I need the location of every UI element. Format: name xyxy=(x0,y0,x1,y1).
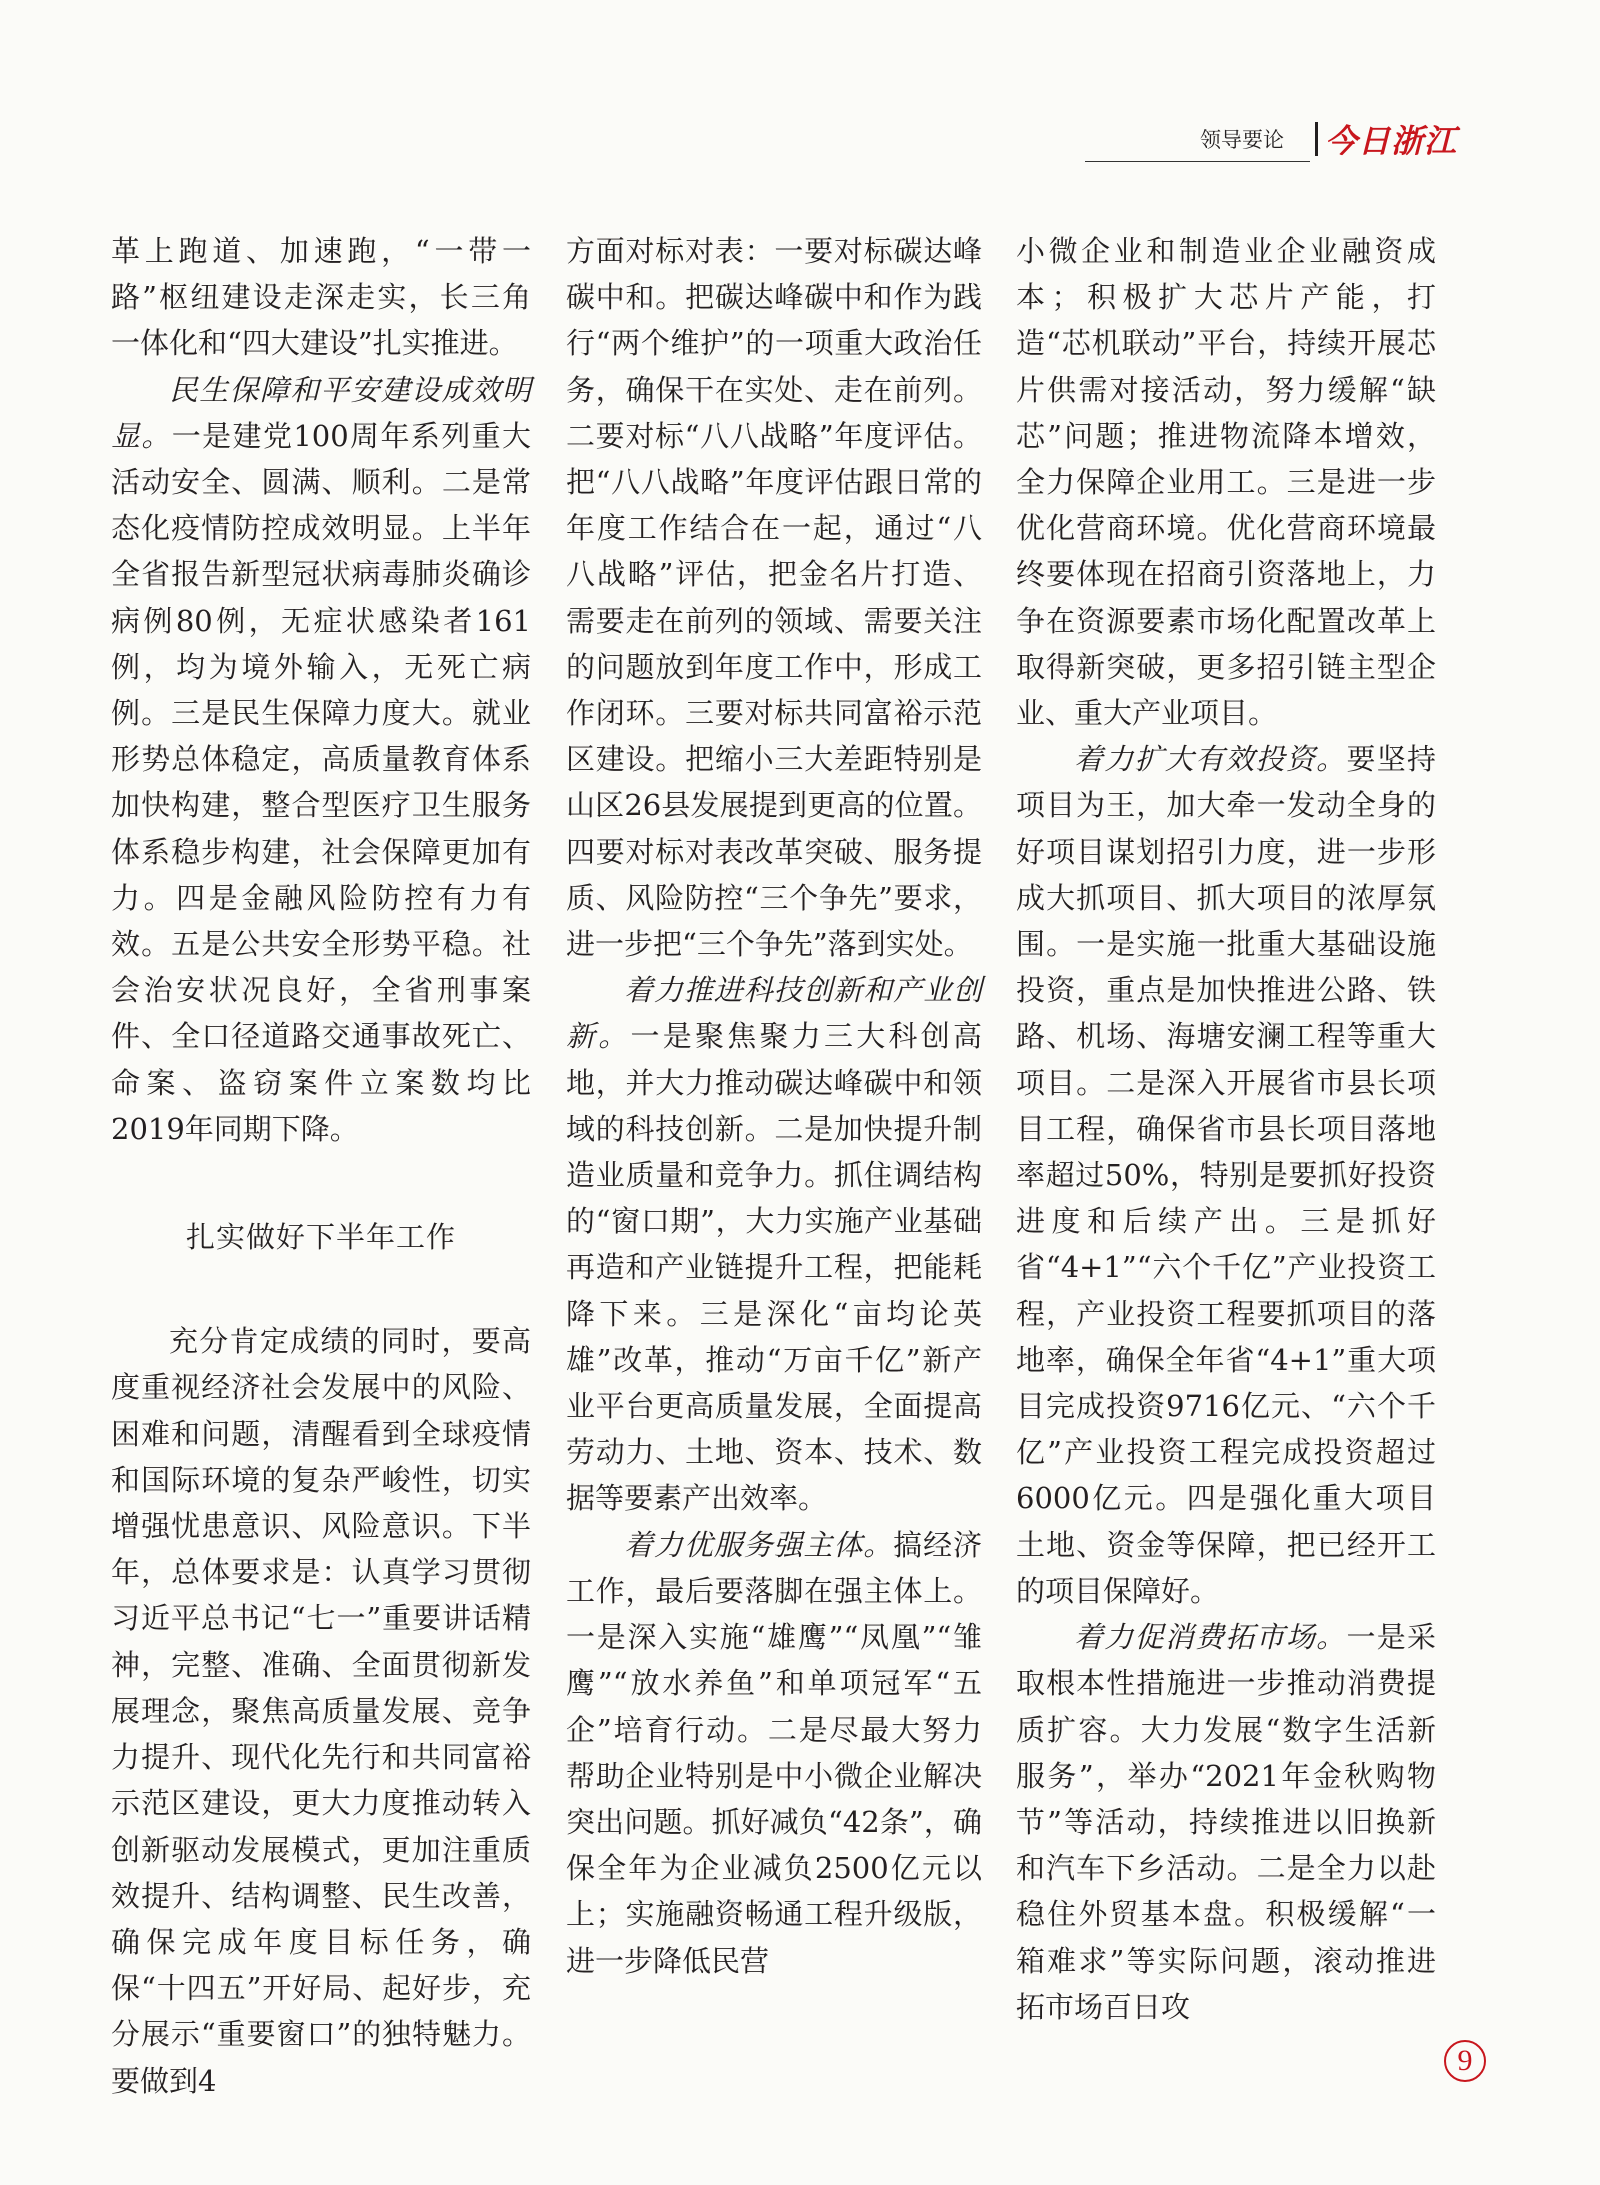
article-column-1 xyxy=(111,228,531,2104)
running-header xyxy=(1085,122,1465,162)
article-column-2 xyxy=(566,228,982,1984)
paragraph-body: 要坚持项目为王，加大牵一发动全身的好项目谋划招引力度，进一步形成大抓项目、抓大项目的浓厚氛围。一是实施一批重大基础设施投资，重点是加快推进公路、铁路、机场、海塘安澜工程等重大项目。二是深入开展省市县长项目工程，确保省市县长项目落地率超过50%，特别是要抓好投资进度和后续产出。三是抓好省“4+1”“六个千亿”产业投资工程，产业投资工程要抓项目的落地率，确保全年省“4+1”重大项目完成投资9716亿元、“六个千亿”产业投资工程完成投资超过6000亿元。四是强化重大项目土地、资金等保障，把已经开工的项目保障好。 xyxy=(1016,742,1436,1608)
paragraph xyxy=(1016,736,1436,1614)
article-column-3 xyxy=(1016,228,1436,2030)
paragraph: 革上跑道、加速跑，“一带一路”枢纽建设走深走实，长三角一体化和“四大建设”扎实推进。 xyxy=(111,234,531,361)
header-section-label: 领导要论 xyxy=(1200,128,1284,152)
page-number: 9 xyxy=(1444,2040,1486,2082)
paragraph-body: 一是建党100周年系列重大活动安全、圆满、顺利。二是常态化疫情防控成效明显。上半年全省报告新型冠状病毒肺炎确诊病例80例，无症状感染者161例，均为境外输入，无死亡病例。三是民生保障力度大。就业形势总体稳定，高质量教育体系加快构建，整合型医疗卫生服务体系稳步构建，社会保障更加有力。四是金融风险防控有力有效。五是公共安全形势平稳。社会治安状况良好，全省刑事案件、全口径道路交通事故死亡、命案、盗窃案件立案数均比2019年同期下降。 xyxy=(111,418,531,1146)
paragraph xyxy=(111,367,531,1152)
paragraph: 方面对标对表：一要对标碳达峰碳中和。把碳达峰碳中和作为践行“两个维护”的一项重大政治任务，确保干在实处、走在前列。二要对标“八八战略”年度评估。把“八八战略”年度评估跟日常的年度工作结合在一起，通过“八八战略”评估，把金名片打造、需要走在前列的领域、需要关注的问题放到年度工作中，形成工作闭环。三要对标共同富裕示范区建设。把缩小三大差距特别是山区26县发展提到更高的位置。四要对标对表改革突破、服务提质、风险防控“三个争先”要求，进一步把“三个争先”落到实处。 xyxy=(566,234,982,962)
paragraph: 小微企业和制造业企业融资成本；积极扩大芯片产能，打造“芯机联动”平台，持续开展芯片供需对接活动，努力缓解“缺芯”问题；推进物流降本增效，全力保障企业用工。三是进一步优化营商环境。优化营商环境最终要体现在招商引资落地上，力争在资源要素市场化配置改革上取得新突破，更多招引链主型企业、重大产业项目。 xyxy=(1016,234,1436,731)
paragraph xyxy=(566,1522,982,1984)
paragraph-body: 搞经济工作，最后要落脚在强主体上。一是深入实施“雄鹰”“凤凰”“雏鹰”“放水养鱼”和单项冠军“五企”培育行动。二是尽最大努力帮助企业特别是中小微企业解决突出问题。抓好减负“42条”，确保全年为企业减负2500亿元以上；实施融资畅通工程升级版，进一步降低民营 xyxy=(566,1527,982,1978)
magazine-logo: 今日浙江 xyxy=(1325,122,1458,160)
section-heading: 扎实做好下半年工作 xyxy=(185,1220,456,1255)
paragraph-lead: 着力促消费拓市场。 xyxy=(1074,1620,1347,1655)
paragraph-body: 一是聚焦聚力三大科创高地，并大力推动碳达峰碳中和领域的科技创新。二是加快提升制造业质量和竞争力。抓住调结构的“窗口期”，大力实施产业基础再造和产业链提升工程，把能耗降下来。三是深化“亩均论英雄”改革，推动“万亩千亿”新产业平台更高质量发展，全面提高劳动力、土地、资本、技术、数据等要素产出效率。 xyxy=(566,1019,982,1516)
paragraph-lead: 着力扩大有效投资。 xyxy=(1074,742,1347,777)
paragraph-lead: 着力推进科技创新和产业创新。 xyxy=(566,973,982,1054)
paragraph-lead: 着力优服务强主体。 xyxy=(624,1527,894,1562)
header-separator xyxy=(1315,122,1318,156)
paragraph: 充分肯定成绩的同时，要高度重视经济社会发展中的风险、困难和问题，清醒看到全球疫情和国际环境的复杂严峻性，切实增强忧患意识、风险意识。下半年，总体要求是：认真学习贯彻习近平总书记“七一”重要讲话精神，完整、准确、全面贯彻新发展理念，聚焦高质量发展、竞争力提升、现代化先行和共同富裕示范区建设，更大力度推动转入创新驱动发展模式，更加注重质效提升、结构调整、民生改善，确保完成年度目标任务，确保“十四五”开好局、起好步，充分展示“重要窗口”的独特魅力。要做到4 xyxy=(111,1324,531,2098)
header-rule xyxy=(1085,161,1310,162)
paragraph-lead: 民生保障和平安建设成效明显。 xyxy=(111,372,531,453)
paragraph xyxy=(1016,1614,1436,2030)
paragraph-body: 一是采取根本性措施进一步推动消费提质扩容。大力发展“数字生活新服务”，举办“2021年金秋购物节”等活动，持续推进以旧换新和汽车下乡活动。二是全力以赴稳住外贸基本盘。积极缓解“一箱难求”等实际问题，滚动推进拓市场百日攻 xyxy=(1016,1620,1436,2024)
paragraph xyxy=(566,967,982,1521)
